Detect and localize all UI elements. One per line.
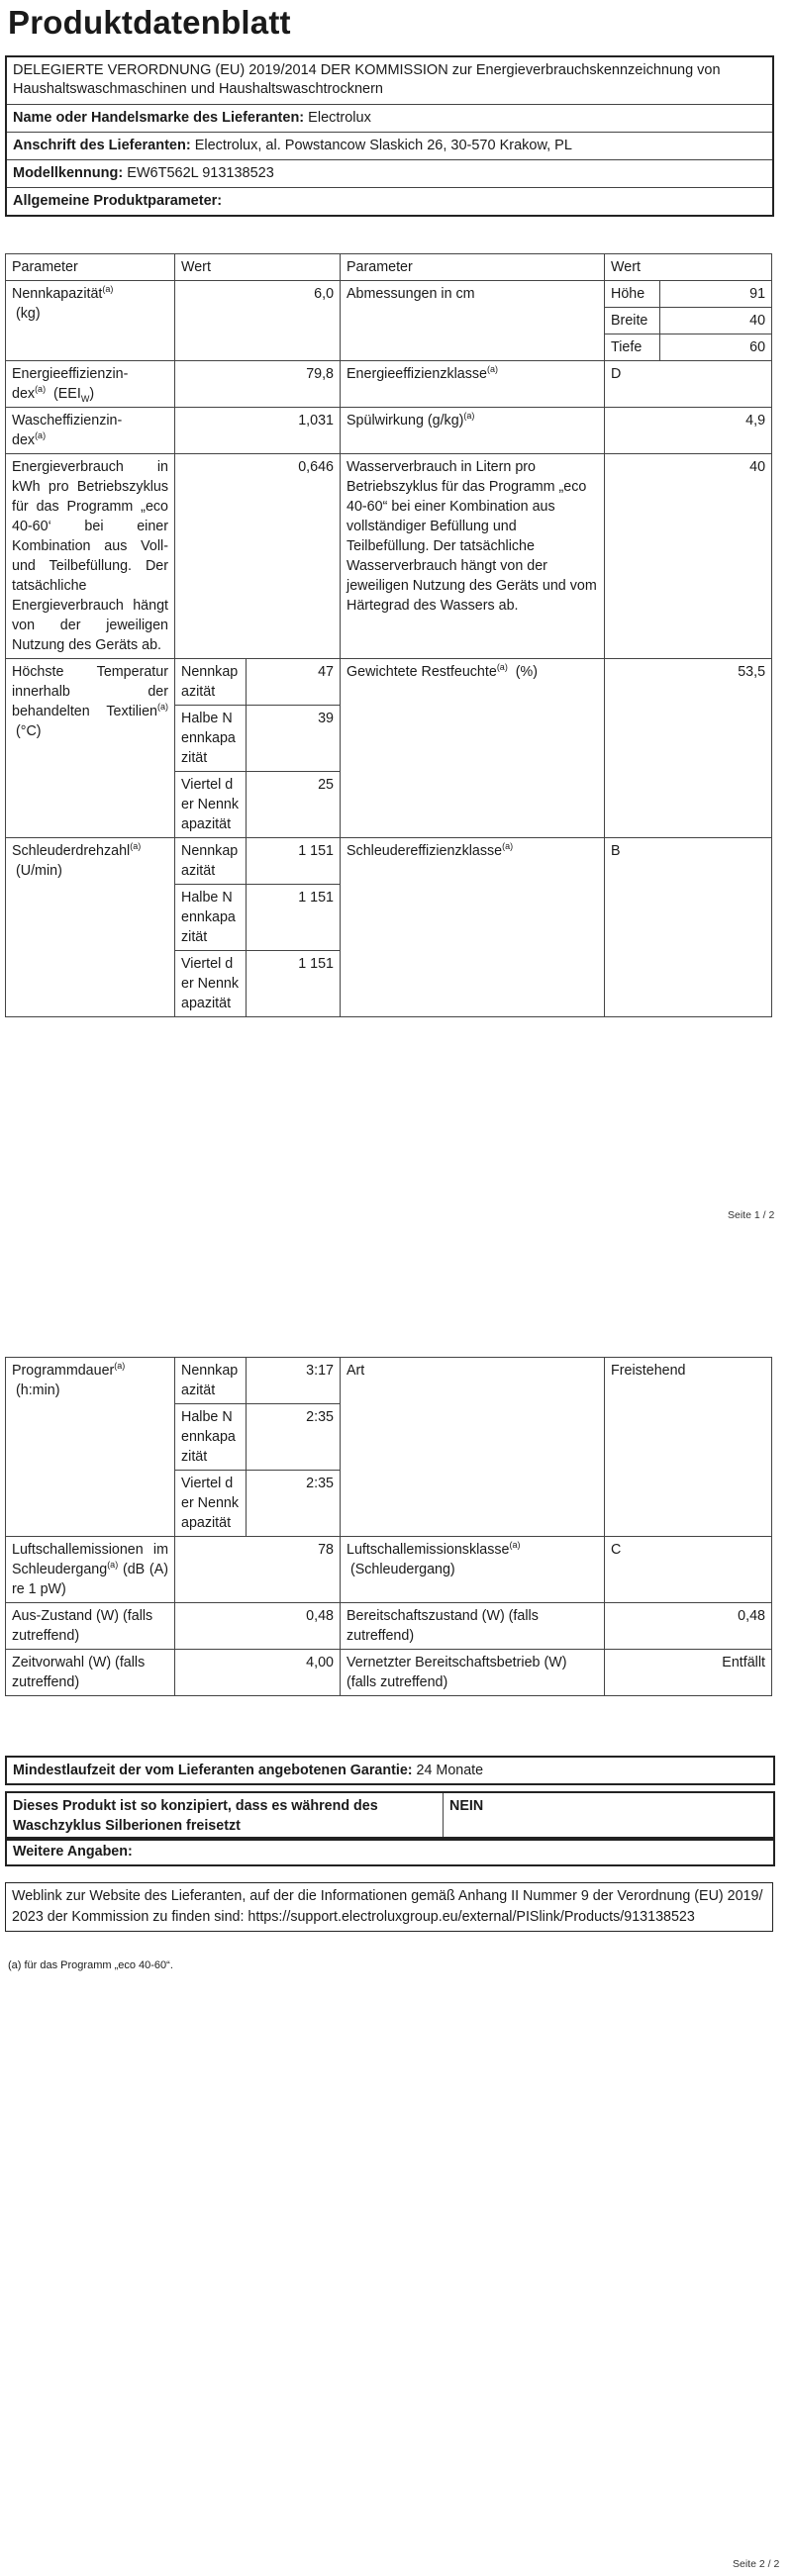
depth-label: Tiefe xyxy=(605,334,660,361)
noise-class-value: C xyxy=(605,1537,772,1603)
warranty-row xyxy=(7,1758,773,1783)
standby-value: 0,48 xyxy=(605,1603,772,1650)
weblink-text: Weblink zur Website des Lieferanten, auf der die Informationen gemäß Anhang II Nummer 9 der Verordnung (EU) 2019/2023 der Kommission zu finden sind: https://support.electroluxgroup.eu/external/PISlink/Products/913138523 xyxy=(12,1888,763,1925)
spin-label: Schleuderdrehzahl$^{(a)}$ (U/min) xyxy=(6,838,175,1017)
duration-load-half-label: Halbe Nennkapazität xyxy=(175,1404,247,1471)
load-full-label: Nennkapazität xyxy=(175,659,247,706)
footnote: (a) für das Programm „eco 40-60“. xyxy=(8,1959,173,1971)
col-header-value2: Wert xyxy=(605,254,772,281)
table-row xyxy=(6,454,772,659)
table-row xyxy=(6,1537,772,1603)
max-temp-label: Höchste Temperatur innerhalb der behandelten Textilien$^{(a)}$ (°C) xyxy=(6,659,175,838)
address-label: Anschrift des Lieferanten: xyxy=(13,138,191,153)
networked-standby-value: Entfällt xyxy=(605,1650,772,1696)
spin-load-quarter-label: Viertel der Nennkapazität xyxy=(175,951,247,1017)
warranty-label: Mindestlaufzeit der vom Lieferanten angebotenen Garantie: xyxy=(13,1763,413,1778)
depth-value: 60 xyxy=(660,334,772,361)
off-mode-label: Aus-Zustand (W) (falls zutreffend) xyxy=(6,1603,175,1650)
col-header-value: Wert xyxy=(175,254,341,281)
spin-half-value: 1 151 xyxy=(247,885,341,951)
spin-class-label: Schleudereffizienzklasse$^{(a)}$ xyxy=(341,838,605,1017)
address-row xyxy=(7,133,772,160)
params-table-page1 xyxy=(5,253,772,1017)
spin-load-full-label: Nennkapazität xyxy=(175,838,247,885)
moisture-value: 53,5 xyxy=(605,659,772,838)
temp-half-value: 39 xyxy=(247,706,341,772)
wash-index-value: 1,031 xyxy=(175,408,341,454)
standby-label: Bereitschaftszustand (W) (falls zutreffend) xyxy=(341,1603,605,1650)
eei-label: Energieeffizienzin- dex$^{(a)}$ $(EEI_W)$ xyxy=(6,361,175,408)
temp-quarter-value: 25 xyxy=(247,772,341,838)
supplier-label: Name oder Handelsmarke des Lieferanten: xyxy=(13,110,305,126)
water-consumption-label: Wasserverbrauch in Litern pro Betriebszyklus für das Programm „eco 40-60“ bei einer Kombination aus vollständiger Befüllung und Teilbefüllung. Der tatsächliche Wasserverbrauch hängt von der jeweiligen Nutzung des Geräts und vom Härtegrad des Wassers ab. xyxy=(341,454,605,659)
weblink-box xyxy=(5,1882,773,1932)
page-number: Seite 1 / 2 xyxy=(728,1209,775,1221)
load-half-label: Halbe Nennkapazität xyxy=(175,706,247,772)
silver-ions-label: Dieses Produkt ist so konzipiert, dass es während des Waschzyklus Silberionen freisetzt xyxy=(7,1793,444,1839)
duration-full-value: 3:17 xyxy=(247,1358,341,1404)
noise-value: 78 xyxy=(175,1537,341,1603)
moisture-label: Gewichtete Restfeuchte$^{(a)}$ (%) xyxy=(341,659,605,838)
further-info-label: Weitere Angaben: xyxy=(13,1844,133,1860)
energy-class-value: D xyxy=(605,361,772,408)
regulation-text: DELEGIERTE VERORDNUNG (EU) 2019/2014 DER KOMMISSION zur Energieverbrauchskennzeichnung von Haushaltswaschmaschinen und Haushaltswaschtrocknern xyxy=(7,57,772,105)
dimensions-label: Abmessungen in cm xyxy=(341,281,605,361)
page-number: Seite 2 / 2 xyxy=(733,2558,780,2570)
table-row xyxy=(6,1603,772,1650)
spin-load-half-label: Halbe Nennkapazität xyxy=(175,885,247,951)
delay-start-label: Zeitvorwahl (W) (falls zutreffend) xyxy=(6,1650,175,1696)
width-label: Breite xyxy=(605,308,660,334)
params-table-page2 xyxy=(5,1357,772,1696)
duration-load-quarter-label: Viertel der Nennkapazität xyxy=(175,1471,247,1537)
table-row xyxy=(6,1650,772,1696)
height-label: Höhe xyxy=(605,281,660,308)
page-title: Produktdatenblatt xyxy=(8,4,291,41)
general-params-label: Allgemeine Produktparameter: xyxy=(13,193,223,209)
noise-label: Luftschallemissionen im Schleudergang$^{(a)}$ (dB (A) re 1 pW) xyxy=(6,1537,175,1603)
model-value: EW6T562L 913138523 xyxy=(127,165,274,181)
supplier-row xyxy=(7,105,772,133)
page-1 xyxy=(0,0,792,1232)
capacity-value: 6,0 xyxy=(175,281,341,361)
table-row xyxy=(6,408,772,454)
capacity-label: Nennkapazität$^{(a)}$ (kg) xyxy=(6,281,175,361)
energy-consumption-label: Energieverbrauch in kWh pro Betriebszyklus für das Programm „eco 40-60‘ bei einer Kombination aus Voll- und Teilbefüllung. Der tatsächliche Energieverbrauch hängt von der jeweiligen Nutzung des Geräts ab. xyxy=(6,454,175,659)
load-quarter-label: Viertel der Nennkapazität xyxy=(175,772,247,838)
rinse-value: 4,9 xyxy=(605,408,772,454)
table-row xyxy=(6,838,772,885)
duration-load-full-label: Nennkapazität xyxy=(175,1358,247,1404)
general-params-row xyxy=(7,188,772,215)
type-value: Freistehend xyxy=(605,1358,772,1537)
model-row xyxy=(7,160,772,188)
networked-standby-label: Vernetzter Bereitschaftsbetrieb (W) (falls zutreffend) xyxy=(341,1650,605,1696)
energy-class-label: Energieeffizienzklasse$^{(a)}$ xyxy=(341,361,605,408)
width-value: 40 xyxy=(660,308,772,334)
delay-start-value: 4,00 xyxy=(175,1650,341,1696)
duration-quarter-value: 2:35 xyxy=(247,1471,341,1537)
spin-class-value: B xyxy=(605,838,772,1017)
type-label: Art xyxy=(341,1358,605,1537)
rinse-label: Spülwirkung $(g/kg)^{(a)}$ xyxy=(341,408,605,454)
energy-consumption-value: 0,646 xyxy=(175,454,341,659)
col-header-param2: Parameter xyxy=(341,254,605,281)
wash-index-label: Wascheffizienzin- dex$^{(a)}$ xyxy=(6,408,175,454)
further-info-box xyxy=(5,1837,775,1866)
eei-value: 79,8 xyxy=(175,361,341,408)
table-header-row xyxy=(6,254,772,281)
address-value: Electrolux, al. Powstancow Slaskich 26, 30-570 Krakow, PL xyxy=(194,138,572,153)
warranty-box xyxy=(5,1756,775,1785)
table-row xyxy=(6,659,772,706)
page-2 xyxy=(0,1346,792,2576)
off-mode-value: 0,48 xyxy=(175,1603,341,1650)
silver-ions-value: NEIN xyxy=(449,1798,484,1814)
height-value: 91 xyxy=(660,281,772,308)
spin-full-value: 1 151 xyxy=(247,838,341,885)
supplier-value: Electrolux xyxy=(308,110,371,126)
table-row xyxy=(6,281,772,308)
duration-label: Programmdauer$^{(a)}$ (h:min) xyxy=(6,1358,175,1537)
model-label: Modellkennung: xyxy=(13,165,124,181)
water-consumption-value: 40 xyxy=(605,454,772,659)
col-header-param: Parameter xyxy=(6,254,175,281)
noise-class-label: Luftschallemissionsklasse$^{(a)}$ (Schleudergang) xyxy=(341,1537,605,1603)
silver-ions-box xyxy=(5,1791,775,1841)
spin-quarter-value: 1 151 xyxy=(247,951,341,1017)
temp-full-value: 47 xyxy=(247,659,341,706)
table-row xyxy=(6,361,772,408)
duration-half-value: 2:35 xyxy=(247,1404,341,1471)
header-box xyxy=(5,55,774,217)
warranty-value: 24 Monate xyxy=(416,1763,484,1778)
table-row xyxy=(6,1358,772,1404)
